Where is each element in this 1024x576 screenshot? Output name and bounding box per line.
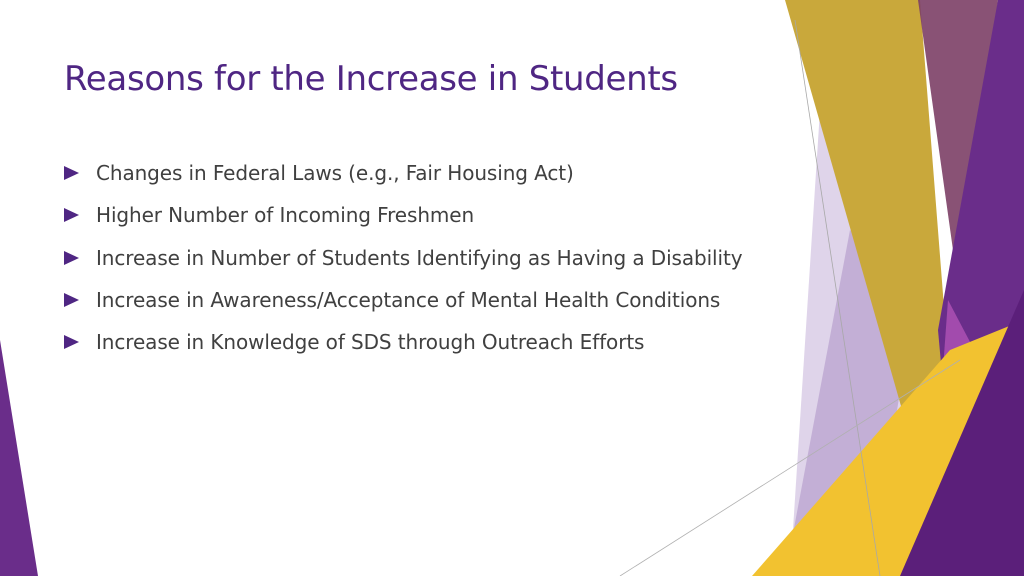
bullet-text: Increase in Number of Students Identifying as Having a Disability [96, 245, 743, 270]
bullet-list [64, 152, 742, 363]
slide-title: Reasons for the Increase in Students [64, 59, 678, 99]
bullet-text: Higher Number of Incoming Freshmen [96, 203, 475, 228]
bullet-item [64, 194, 742, 236]
bullet-text: Increase in Knowledge of SDS through Outreach Efforts [96, 330, 645, 355]
bullet-text: Changes in Federal Laws (e.g., Fair Housing Act) [96, 161, 574, 186]
bullet-item [64, 152, 742, 194]
bullet-text: Increase in Awareness/Acceptance of Mental Health Conditions [96, 288, 721, 313]
triangle-right-icon [64, 166, 79, 180]
bullet-item [64, 237, 742, 279]
triangle-right-icon [64, 293, 79, 307]
bullet-item [64, 321, 742, 363]
triangle-right-icon [64, 251, 79, 265]
triangle-right-icon [64, 335, 79, 349]
left-purple-sliver [0, 340, 38, 576]
bullet-item [64, 279, 742, 321]
triangle-right-icon [64, 208, 79, 222]
